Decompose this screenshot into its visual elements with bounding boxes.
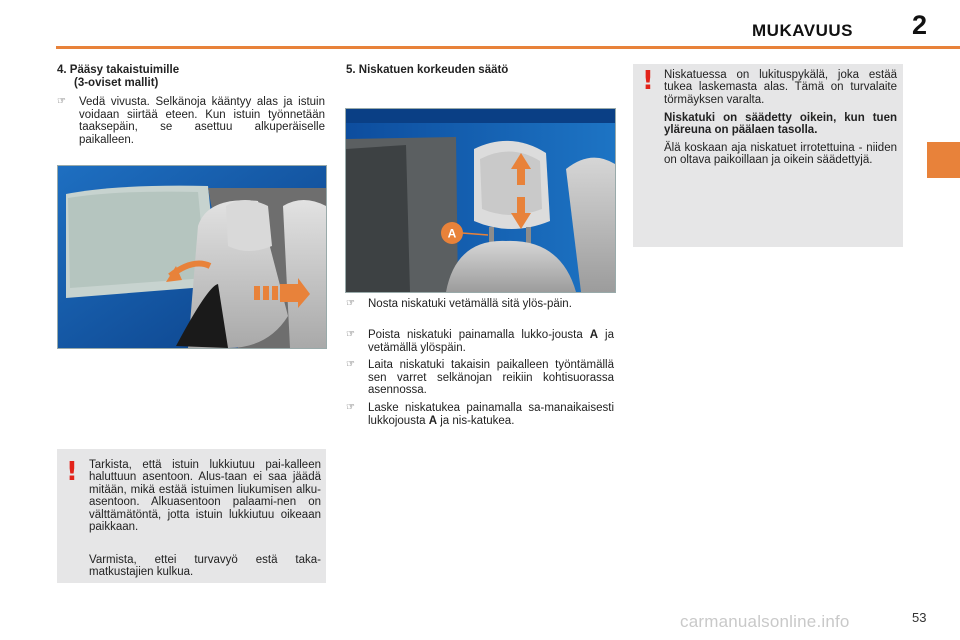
section4-heading-line2: (3-oviset mallit) (74, 77, 159, 89)
section4-heading (57, 64, 179, 90)
warning-headrest-text-2: Niskatuki on säädetty oikein, kun tuen yläreuna on päälaen tasolla. (664, 112, 897, 137)
chapter-number: 2 (912, 10, 928, 40)
section5-bullet-3-text: Laita niskatuki takaisin paikalleen työntämällä sen varret selkänojan reikiin kohtisuorassa asennossa. (368, 359, 614, 396)
section5-bullet-1-text: Nosta niskatuki vetämällä sitä ylös-päin. (368, 298, 572, 310)
chapter-tab (927, 142, 960, 178)
section5-bullet-4 (346, 402, 614, 427)
section5-bullet-3 (346, 359, 614, 397)
section4-bullet (57, 96, 325, 146)
warning-headrest-text-3: Älä koskaan aja niskatuet irrotettuina - niiden on oltava paikoillaan ja oikein säädettyjä. (664, 142, 897, 167)
chapter-title: MUKAVUUS (752, 21, 853, 40)
exclamation-icon: ! (66, 457, 78, 487)
page-number: 53 (912, 610, 927, 625)
warning-box-headrest (633, 64, 903, 247)
pointing-hand-icon: ☞ (346, 359, 355, 370)
section5-bullet-4-text: Laske niskatukea painamalla sa-manaikaisesti lukkojousta A ja nis-katukea. (368, 402, 614, 427)
headrest-photo (345, 108, 616, 293)
pointing-hand-icon: ☞ (346, 402, 355, 413)
seat-release-photo (57, 165, 327, 349)
section5-bullet-2 (346, 329, 614, 354)
warning-box-seat (57, 449, 326, 583)
photo-label-a: A (447, 226, 457, 241)
section5-bullet-2-text: Poista niskatuki painamalla lukko-jousta A ja vetämällä ylöspäin. (368, 329, 614, 354)
pointing-hand-icon: ☞ (346, 298, 355, 309)
warning-seat-text-2: Varmista, ettei turvavyö estä taka-matkustajien kulkua. (89, 554, 321, 579)
pointing-hand-icon: ☞ (346, 329, 355, 340)
section4-heading-line1: 4. Pääsy takaistuimille (57, 64, 180, 76)
exclamation-icon: ! (642, 66, 654, 96)
section5-heading: 5. Niskatuen korkeuden säätö (346, 64, 509, 76)
watermark: carmanualsonline.info (680, 612, 850, 631)
warning-headrest-text-1b: Niskatuessa on lukituspykälä, joka estää tukea laskemasta alas. Tämä on turvalaite törmäyksen varalta. (664, 69, 897, 106)
header-rule (56, 46, 960, 49)
section5-bullet-1 (346, 298, 614, 311)
pointing-hand-icon: ☞ (57, 96, 66, 107)
warning-seat-text-1: Tarkista, että istuin lukkiutuu pai-kalleen haluttuun asentoon. Alus-taan ei saa jäädä mitään, mikä estää istuimen liukumisen alku-asentoon. Alkuasentoon palaami-nen on välttämätöntä, jotta istuin lukkiutuu oikeaan paikkaan. (89, 459, 321, 534)
section4-bullet-text: Vedä vivusta. Selkänoja kääntyy alas ja istuin voidaan siirtää eteen. Kun istuin työnnetään taaksepäin, se asettuu alkuperäiselle paikalleen. (79, 96, 325, 146)
